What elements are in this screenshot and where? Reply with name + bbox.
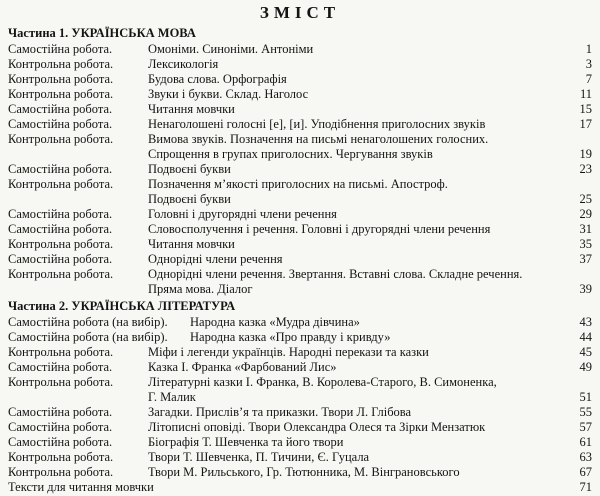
work-type: Самостійна робота. [8, 252, 113, 266]
topic: Омоніми. Синоніми. Антоніми [148, 42, 314, 56]
work-type: Самостійна робота. [8, 360, 113, 374]
work-type: Контрольна робота. [8, 132, 114, 146]
work-type: Самостійна робота. [8, 420, 113, 434]
page-number: 55 [579, 405, 592, 419]
topic: Біографія Т. Шевченка та його твори [148, 435, 344, 449]
page-number: 44 [579, 330, 592, 344]
topic: Головні і другорядні члени речення [148, 207, 337, 221]
topic: Будова слова. Орфографія [148, 72, 287, 86]
work-type: Контрольна робота. [8, 267, 114, 281]
work-type: Самостійна робота (на вибір). [8, 315, 168, 329]
page-number: 51 [579, 390, 592, 404]
topic: Літературні казки І. Франка, В. Королева-Старого, В. Симоненка, [148, 375, 497, 389]
work-type: Контрольна робота. [8, 87, 114, 101]
topic-continued: Пряма мова. Діалог [148, 282, 253, 296]
work-type: Самостійна робота. [8, 207, 113, 221]
topic: Словосполучення і речення. Головні і другорядні члени речення [148, 222, 491, 236]
work-type: Самостійна робота. [8, 222, 113, 236]
topic-continued: Спрощення в групах приголосних. Чергування звуків [148, 147, 433, 161]
topic: Позначення м’якості приголосних на письмі. Апостроф. [148, 177, 448, 191]
page-number: 35 [579, 237, 592, 251]
page-number: 31 [579, 222, 592, 236]
topic: Читання мовчки [148, 102, 235, 116]
topic: Міфи і легенди українців. Народні перекази та казки [148, 345, 429, 359]
work-type: Самостійна робота. [8, 435, 113, 449]
page-number: 43 [579, 315, 592, 329]
page-number: 39 [579, 282, 592, 296]
page-number: 11 [579, 87, 592, 101]
work-type: Контрольна робота. [8, 375, 114, 389]
work-type: Самостійна робота. [8, 117, 113, 131]
page-number: 37 [579, 252, 592, 266]
work-type: Контрольна робота. [8, 465, 114, 479]
work-type: Контрольна робота. [8, 450, 114, 464]
topic: Лексикологія [148, 57, 219, 71]
page-number: 3 [585, 57, 592, 71]
part-1-title: Частина 1. УКРАЇНСЬКА МОВА [8, 26, 196, 40]
page-number: 49 [579, 360, 592, 374]
closing-text: Тексти для читання мовчки [8, 480, 154, 494]
work-type: Самостійна робота. [8, 102, 113, 116]
page-number: 63 [579, 450, 592, 464]
topic: Однорідні члени речення. Звертання. Вставні слова. Складне речення. [148, 267, 523, 281]
topic: Літописні оповіді. Твори Олександра Олеся та Зірки Мензатюк [148, 420, 486, 434]
work-type: Самостійна робота (на вибір). [8, 330, 168, 344]
page-number: 29 [579, 207, 592, 221]
topic: Загадки. Прислів’я та приказки. Твори Л. Глібова [148, 405, 412, 419]
page-number: 7 [585, 72, 592, 86]
work-type: Контрольна робота. [8, 345, 114, 359]
topic: Читання мовчки [148, 237, 235, 251]
work-type: Самостійна робота. [8, 162, 113, 176]
topic: Вимова звуків. Позначення на письмі ненаголошених голосних. [148, 132, 489, 146]
page-number: 57 [579, 420, 592, 434]
topic: Казка І. Франка «Фарбований Лис» [148, 360, 337, 374]
page-number: 25 [579, 192, 592, 206]
page-title: ЗМІСТ [259, 3, 341, 22]
page-number: 45 [579, 345, 592, 359]
page-number: 19 [579, 147, 592, 161]
work-type: Контрольна робота. [8, 72, 114, 86]
topic: Народна казка «Про правду і кривду» [190, 330, 391, 344]
topic-continued: Г. Малик [148, 390, 196, 404]
page-number: 23 [579, 162, 592, 176]
topic: Народна казка «Мудра дівчина» [190, 315, 360, 329]
part-2-title: Частина 2. УКРАЇНСЬКА ЛІТЕРАТУРА [8, 299, 236, 313]
topic-continued: Подвоєні букви [148, 192, 231, 206]
page-number: 71 [579, 480, 592, 494]
topic: Твори М. Рильського, Гр. Тютюнника, М. Вінграновського [148, 465, 460, 479]
page-number: 61 [579, 435, 592, 449]
page-number: 17 [579, 117, 592, 131]
topic: Однорідні члени речення [148, 252, 283, 266]
topic: Ненаголошені голосні [е], [и]. Уподібнення приголосних звуків [148, 117, 486, 131]
page-number: 1 [585, 42, 592, 56]
topic: Подвоєні букви [148, 162, 231, 176]
page-number: 67 [579, 465, 592, 479]
work-type: Контрольна робота. [8, 177, 114, 191]
work-type: Контрольна робота. [8, 57, 114, 71]
page-number: 15 [579, 102, 592, 116]
work-type: Самостійна робота. [8, 42, 113, 56]
work-type: Контрольна робота. [8, 237, 114, 251]
topic: Твори Т. Шевченка, П. Тичини, Є. Гуцала [148, 450, 370, 464]
topic: Звуки і букви. Склад. Наголос [148, 87, 309, 101]
work-type: Самостійна робота. [8, 405, 113, 419]
